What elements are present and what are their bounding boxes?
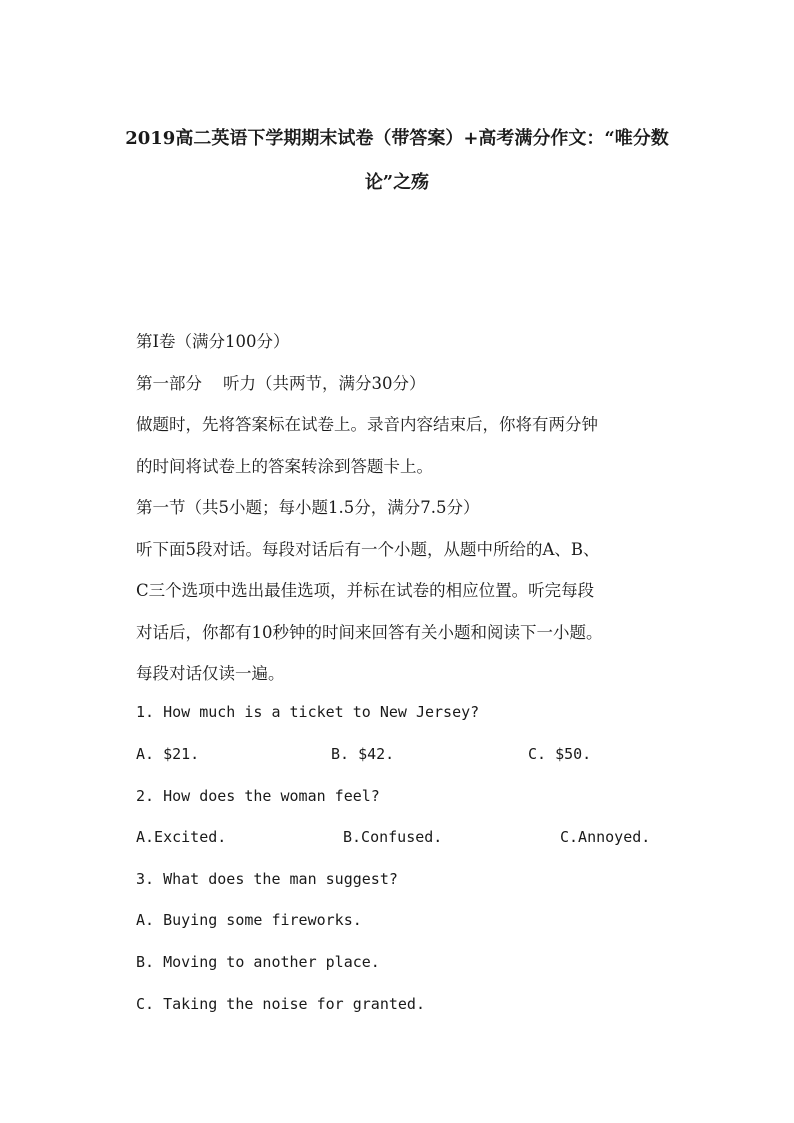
instruction-line-2: 的时间将试卷上的答案转涂到答题卡上。 — [136, 457, 433, 476]
option-c: C.Annoyed. — [560, 828, 651, 846]
part-heading: 第一部分 听力（共两节，满分30分） — [136, 374, 426, 393]
section-heading: 第一节（共5小题；每小题1.5分，满分7.5分） — [136, 498, 480, 517]
question-text: 1. How much is a ticket to New Jersey? — [136, 703, 480, 721]
option-a: A.Excited. — [136, 828, 227, 846]
question-text: 3. What does the man suggest? — [136, 870, 398, 888]
option-b: B. Moving to another place. — [136, 953, 380, 971]
title-line-2: 论”之殇 — [364, 172, 430, 193]
option-a: A. $21. — [136, 745, 200, 763]
description-line-1: 听下面5段对话。每段对话后有一个小题，从题中所给的A、B、 — [136, 540, 600, 559]
option-a: A. Buying some fireworks. — [136, 911, 362, 929]
title-line-1: 2019高二英语下学期期末试卷（带答案）+高考满分作文：“唯分数 — [125, 128, 669, 149]
option-c: C. Taking the noise for granted. — [136, 995, 425, 1013]
option-b: B. $42. — [331, 745, 395, 763]
instruction-line-1: 做题时，先将答案标在试卷上。录音内容结束后，你将有两分钟 — [136, 415, 598, 434]
description-line-3: 对话后，你都有10秒钟的时间来回答有关小题和阅读下一小题。 — [136, 623, 603, 642]
volume-heading: 第Ⅰ卷（满分100分） — [136, 332, 290, 351]
description-line-4: 每段对话仅读一遍。 — [136, 664, 285, 683]
description-line-2: C三个选项中选出最佳选项，并标在试卷的相应位置。听完每段 — [136, 581, 595, 600]
option-b: B.Confused. — [343, 828, 443, 846]
question-text: 2. How does the woman feel? — [136, 787, 380, 805]
option-c: C. $50. — [528, 745, 592, 763]
